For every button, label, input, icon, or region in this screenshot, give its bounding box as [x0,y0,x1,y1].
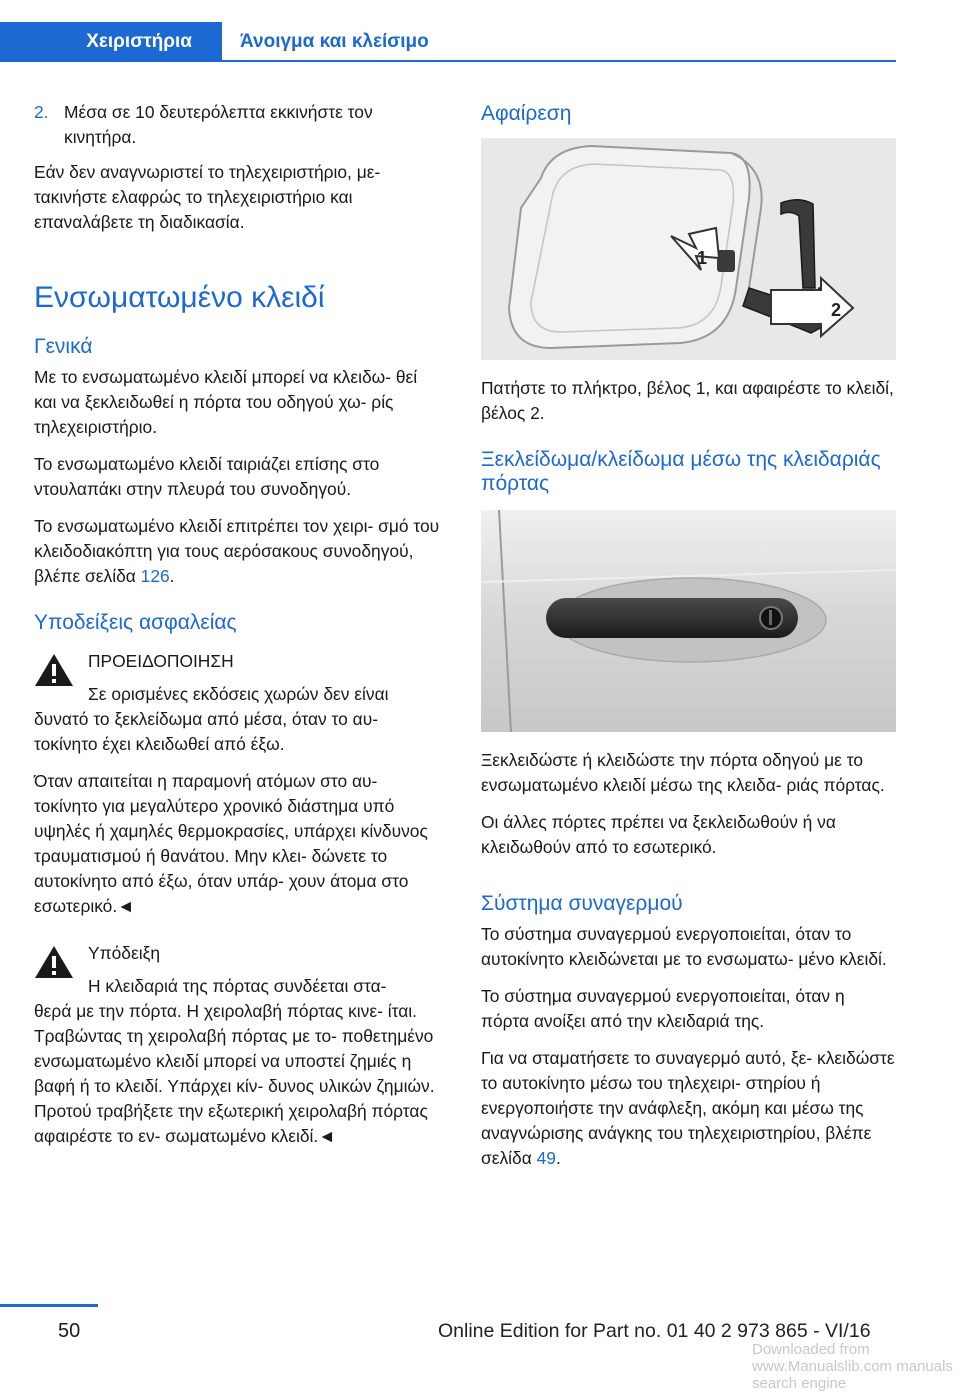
paragraph-lock-1: Ξεκλειδώστε ή κλειδώστε την πόρτα οδηγού με το ενσωματωμένο κλειδί μέσω της κλειδα- ριάς πόρτας. [481,750,885,795]
paragraph-lock-2: Οι άλλες πόρτες πρέπει να ξεκλειδωθούν ή να κλειδωθούν από το εσωτερικό. [481,812,836,857]
section-title-integrated-key: Ενσωματωμένο κλειδί [34,281,325,314]
paragraph-general-3 [34,514,444,589]
subtitle-alarm: Σύστημα συναγερμού [481,892,683,915]
warning-2-text-first: Η κλειδαριά της πόρτας συνδέεται στα- [88,976,387,996]
paragraph-alarm-1: Το σύστημα συναγερμού ενεργοποιείται, όταν το αυτοκίνητο κλειδώνεται με το ενσωματω- μένο κλειδί. [481,924,887,969]
key-arrow-label-1: 1 [697,248,708,268]
subtitle-removal: Αφαίρεση [481,102,572,125]
paragraph-alarm-3-text: Για να σταματήσετε το συναγερμό αυτό, ξε- κλειδώστε το αυτοκίνητο μέσω του τηλεχειρι- στηρίου ή ενεργοποιήστε την ανάφλεξη, ακόμη και μέσω της αναγνώρισης ανάγκης του τηλεχειριστηρίου, βλέπε σελίδα [481,1048,895,1168]
warning-block-1 [34,649,444,919]
key-arrow-label-2: 2 [831,300,842,320]
door-handle-drawing [481,510,896,732]
footer-edition: Online Edition for Part no. 01 40 2 973 865 - VI/16 [438,1320,871,1342]
step-item [34,100,444,150]
right-column [481,100,896,1183]
warning-1-text-rest: δυνατό το ξεκλείδωμα από μέσα, όταν το αυ- τοκίνητο έχει κλειδωθεί από έξω. [34,709,379,754]
paragraph-removal: Πατήστε το πλήκτρο, βέλος 1, και αφαιρέστε το κλειδί, βέλος 2. [481,378,894,423]
paragraph-relearn: Εάν δεν αναγνωριστεί το τηλεχειριστήριο, με- τακινήστε ελαφρώς το τηλεχειριστήριο και επαναλάβετε τη διαδικασία. [34,162,381,232]
paragraph-alarm-2: Το σύστημα συναγερμού ενεργοποιείται, όταν η πόρτα ανοίξει από την κλειδαριά της. [481,986,845,1031]
warning-block-2 [34,941,444,1149]
paragraph-alarm-3-suffix: . [555,1148,561,1168]
footer-divider [0,1304,98,1307]
warning-2-text-rest: θερά με την πόρτα. Η χειρολαβή πόρτας κινε- ίται. Τραβώντας τη χειρολαβή πόρτας με το- ποθετημένο ενσωματωμένο κλειδί μπορεί να υποστεί ζημιές η βαφή ή το κλειδί. Υπάρχει κίν- δυνος υλικών ζημιών. Προτού τραβήξετε την εξωτερική χειρολαβή πόρτας αφαιρέστε το εν- σωματωμένο κλειδί.◄ [34,1001,435,1146]
step-number: 2. [34,102,49,122]
warning-triangle-icon [34,945,74,979]
warning-triangle-icon [34,653,74,687]
left-column [34,100,444,1161]
tab-opening-closing[interactable]: Άνοιγμα και κλείσιμο [240,31,429,52]
paragraph-general-3-text: Το ενσωματωμένο κλειδί επιτρέπει τον χειρι- σμό του κλειδοδιακόπτη για τους αερόσακους συνοδηγού, βλέπε σελίδα [34,516,440,586]
paragraph-alarm-3 [481,1046,896,1171]
paragraph-general-1: Με το ενσωματωμένο κλειδί μπορεί να κλειδω- θεί και να ξεκλειδωθεί η πόρτα του οδηγού χω- ρίς τηλεχειριστήριο. [34,367,418,437]
subtitle-safety: Υποδείξεις ασφαλείας [34,611,237,634]
page-link-126[interactable]: 126 [140,566,170,586]
key-fob-drawing [481,138,896,360]
paragraph-general-3-suffix: . [169,566,175,586]
subtitle-lock: Ξεκλείδωμα/κλείδωμα μέσω της κλειδαριάς πόρτας [481,448,881,495]
page-link-49[interactable]: 49 [536,1148,556,1168]
key-removal-illustration [481,138,896,360]
warning-1-title: ΠΡΟΕΙΔΟΠΟΙΗΣΗ [88,651,234,671]
warning-2-title: Υπόδειξη [88,943,161,963]
header-divider [222,60,896,62]
warning-1-paragraph-2: Όταν απαιτείται η παραμονή ατόμων στο αυ- τοκίνητο για μεγαλύτερο χρονικό διάστημα υπό υψηλές ή χαμηλές θερμοκρασίες, υπάρχει κίνδυνος τραυματισμού ή θανάτου. Μην κλει- δώνετε το αυτοκίνητο από έξω, όταν υπάρ- χουν άτομα στο εσωτερικό.◄ [34,771,428,916]
door-handle-photo [481,510,896,732]
page-header [0,0,960,62]
warning-1-text-first: Σε ορισμένες εκδόσεις χωρών δεν είναι [88,684,389,704]
step-text: Μέσα σε 10 δευτερόλεπτα εκκινήστε τον κινητήρα. [64,102,373,147]
page-number: 50 [58,1320,81,1342]
paragraph-general-2: Το ενσωματωμένο κλειδί ταιριάζει επίσης στο ντουλαπάκι στην πλευρά του συνοδηγού. [34,454,380,499]
subtitle-general: Γενικά [34,335,93,358]
tab-controls[interactable]: Χειριστήρια [0,22,222,62]
watermark: Downloaded from www.Manualslib.com manuals search engine [752,1341,953,1392]
